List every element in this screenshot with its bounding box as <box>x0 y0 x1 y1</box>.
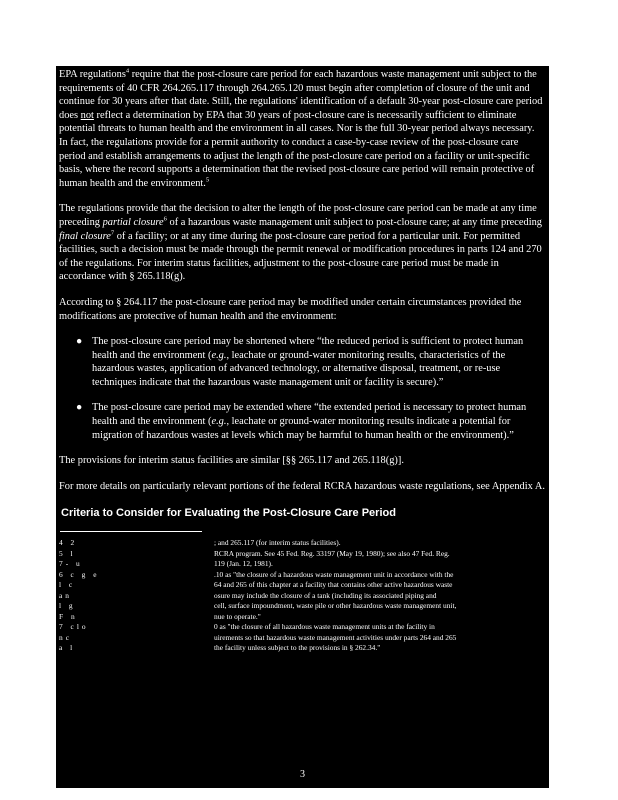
footnote-line: 6 c g e .10 as "the closure of a hazardous waste management unit in accordance with the <box>59 569 454 579</box>
footnote-line: nc uirements so that hazardous waste management activities under parts 264 and 265 <box>59 632 457 642</box>
footnote-line: l c 64 and 265 of this chapter at a facility that contains other active hazardous waste <box>59 580 453 590</box>
footnote-line: 7- u 119 (Jan. 12, 1981). <box>59 559 273 569</box>
emphasis-not: not <box>80 109 94 121</box>
paragraph-appendix-reference: For more details on particularly relevant portions of the federal RCRA hazardous waste regulations, see Appendix A. <box>59 480 545 492</box>
document-page <box>56 66 549 788</box>
list-item: ● The post-closure care period may be shortened where “the reduced period is sufficient to protect human health and the environment (e.g., leachate or ground-water monitoring results, characteristics of the hazardous wastes, application of advanced technology, or alternative disposal, treatment, or re-use techniques indicate that the hazardous waste management unit or facility is secure).” <box>76 336 524 388</box>
bullet-icon: ● <box>76 336 83 348</box>
footnote-ref-6: 6 <box>163 215 167 223</box>
footnote-ref-5: 5 <box>205 176 210 184</box>
footnote-line: a l the facility unless subject to the provisions in § 262.34." <box>59 643 381 653</box>
term-final-closure: final closure <box>59 230 111 242</box>
footnote-line: l g cell, surface impoundment, waste pile or other hazardous waste management unit, <box>59 601 457 611</box>
footnote-ref-7: 7 <box>110 229 115 237</box>
footnote-line: 5 l RCRA program. See 45 Fed. Reg. 33197 (May 19, 1980); see also 47 Fed. Reg. <box>59 548 450 558</box>
footnote-divider <box>60 531 202 532</box>
paragraph-alter-length: The regulations provide that the decision to alter the length of the post-closure care period can be made at any time preceding partial closure$^6$ of a hazardous waste management unit subject to post-closure care; at any time preceding final closure$^7$ of a facility; or at any time during the post-closure care period for a particular unit. For permitted facilities, such a decision must be made through the permit renewal or modification procedures in parts 124 and 270 of the regulations. For interim status facilities, adjustment to the post-closure care period must be made in accordance with § 265.118(g). <box>59 203 542 283</box>
footnotes <box>59 538 545 654</box>
paragraph-modification-conditions: According to § 264.117 the post-closure care period may be modified under certain circumstances provided the modifications are protective of human health and the environment: <box>59 296 522 322</box>
footnote-line: 4 2 ; and 265.117 (for interim status facilities). <box>59 538 341 548</box>
paragraph-interim-status: The provisions for interim status facilities are similar [§§ 265.117 and 265.118(g)]. <box>59 455 404 467</box>
footnote-line: 7 clo 0 as "the closure of all hazardous waste management units at the facility in <box>59 622 435 632</box>
term-partial-closure: partial closure <box>102 216 164 228</box>
footnote-line: F n nue to operate." <box>59 611 261 621</box>
footnote-line: an osure may include the closure of a tank (including its associated piping and <box>59 590 437 600</box>
footnote-ref-4: 4 <box>125 67 130 75</box>
bullet-icon: ● <box>76 402 83 414</box>
section-heading: Criteria to Consider for Evaluating the Post-Closure Care Period <box>61 507 396 520</box>
bullet-list <box>59 335 545 442</box>
page-number: 3 <box>300 769 305 780</box>
list-item: ● The post-closure care period may be extended where “the extended period is necessary to protect human health and the environment (e.g., leachate or ground-water monitoring results indicate a potential for migration of hazardous wastes at levels which may be harmful to human health or the environment).” <box>76 402 527 441</box>
paragraph-post-closure-intro: EPA regulations$^4$ require that the post-closure care period for each hazardous waste management unit subject to the requirements of 40 CFR 264.265.117 through 264.265.120 must begin after completion of closure of the unit and continue for 30 years after that date. Still, the regulations' identification of a default 30-year post-closure care period does not reflect a determination by EPA that 30 years of post-closure care is necessarily sufficient to eliminate potential threats to human health and the environment in all cases. Nor is the full 30-year period always necessary. In fact, the regulations provide for a permit authority to conduct a case-by-case review of the post-closure care period and establish arrangements to adjust the length of the post-closure care period on a facility or unit-specific basis, where the record supports a determination that the revised post-closure care period will remain protective of human health and the environment.$^5$ <box>59 67 543 189</box>
